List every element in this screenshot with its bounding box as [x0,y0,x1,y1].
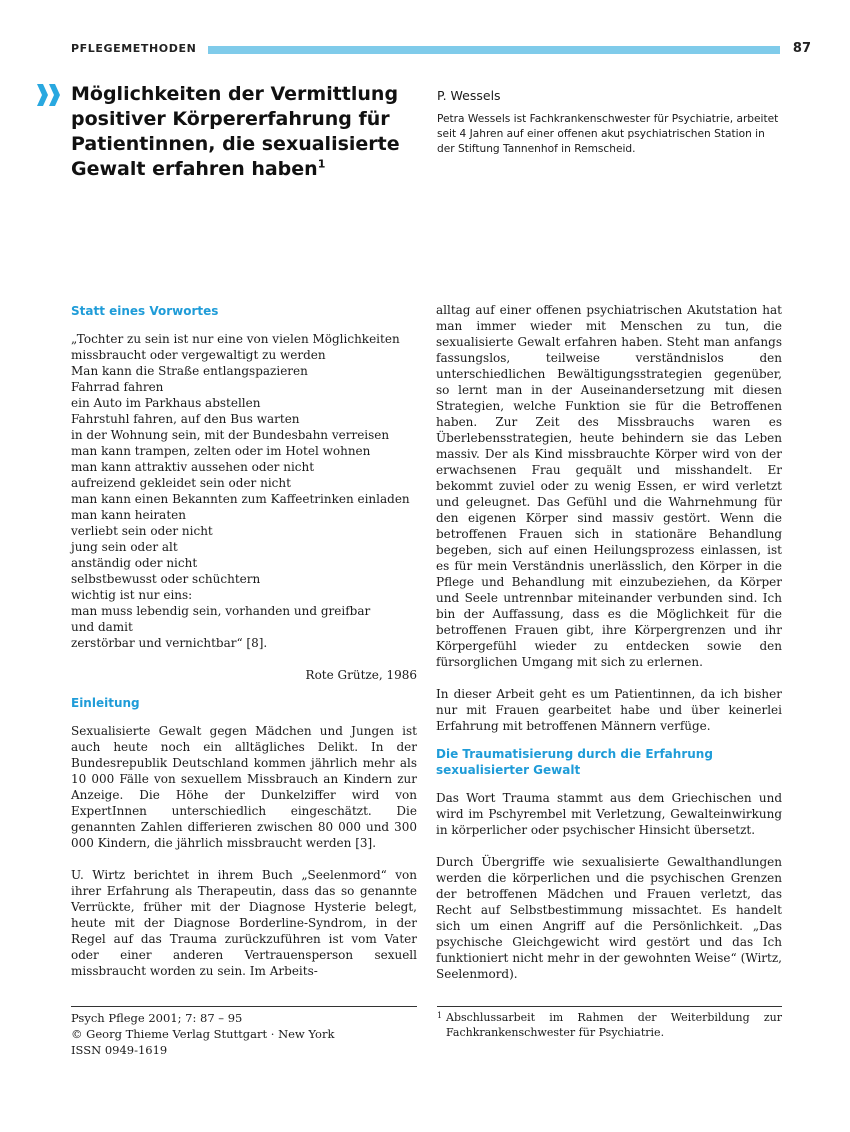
poem-line: Fahrstuhl fahren, auf den Bus warten [71,412,300,426]
footnote [437,1010,782,1040]
poem-line: zerstörbar und vernichtbar“ [8]. [71,636,268,650]
citation-block [71,1010,417,1058]
poem-line: Man kann die Straße entlangspazieren [71,364,308,378]
poem-attribution: Rote Grütze, 1986 [305,668,417,682]
poem-line: ein Auto im Parkhaus abstellen [71,396,261,410]
right-column [436,302,782,982]
poem-line: „Tochter zu sein ist nur eine von vielen Möglichkeiten [71,332,400,346]
poem-line: man kann attraktiv aussehen oder nicht [71,460,315,474]
paragraph: Sexualisierte Gewalt gegen Mädchen und Jungen ist auch heute noch ein alltägliches Delikt. In der Bundesrepublik Deutschland kommen jährlich mehr als 10 000 Fälle von sexuellem Missbrauch an Kindern zur Anzeige. Die Höhe der Dunkelziffer wird von ExpertInnen unterschiedlich eingeschätzt. Die genannten Zahlen differieren zwischen 80 000 und 300 000 Kindern, die jährlich missbraucht werden [3]. [71,724,417,850]
poem-line: man kann trampen, zelten oder im Hotel wohnen [71,444,371,458]
paragraph: Das Wort Trauma stammt aus dem Griechischen und wird im Pschyrembel mit Verletzung, Gewalteinwirkung in körperlicher oder psychischer Hinsicht übersetzt. [436,791,782,837]
author-block [437,88,782,157]
section-label: PFLEGEMETHODEN [71,42,197,55]
poem-line: man kann einen Bekannten zum Kaffeetrinken einladen [71,492,410,506]
footnote-mark: 1 [437,1011,443,1020]
page-number: 87 [792,41,811,56]
article-title [71,82,401,182]
poem-line: man kann heiraten [71,508,186,522]
poem-line: aufreizend gekleidet sein oder nicht [71,476,291,490]
heading-line: sexualisierter Gewalt [436,763,581,777]
paragraph: Durch Übergriffe wie sexualisierte Gewalthandlungen werden die körperlichen und die psychischen Grenzen der betroffenen Mädchen und Frauen verletzt, das Recht auf Selbstbestimmung missachtet. Es handelt sich um einen Angriff auf die Persönlichkeit. „Das psychische Gleichgewicht wird gestört und das Ich funktioniert nicht mehr in der gewohnten Weise“ (Wirtz, Seelenmord). [436,855,782,981]
divider [437,1006,782,1007]
header-bar [208,46,780,54]
title-footnote-mark: 1 [317,157,326,171]
poem-line: anständig oder nicht [71,556,198,570]
heading-line: Die Traumatisierung durch die Erfahrung [436,747,713,761]
poem-line: jung sein oder alt [71,540,178,554]
poem-line: Fahrrad fahren [71,380,164,394]
article-title-text: Möglichkeiten der Vermittlung positiver Körpererfahrung für Patientinnen, die sexualisierte Gewalt erfahren haben [71,83,400,180]
heading-traumatisierung [436,746,782,778]
paragraph: In dieser Arbeit geht es um Patientinnen, da ich bisher nur mit Frauen gearbeitet habe und über keinerlei Erfahrung mit betroffenen Männern verfüge. [436,687,782,733]
footnote-text: Abschlussarbeit im Rahmen der Weiterbildung zur Fachkrankenschwester für Psychiatrie. [446,1011,782,1039]
paragraph: U. Wirtz berichtet in ihrem Buch „Seelenmord“ von ihrer Erfahrung als Therapeutin, dass das so genannte Verrückte, früher mit der Diagnose Hysterie belegt, heute mit der Diagnose Borderline-Syndrom, in der Regel auf das Trauma zurückzuführen ist vom Vater oder einer anderen Vertrauensperson sexuell missbraucht worden zu sein. Im Arbeits- [71,868,417,978]
left-column [71,303,417,979]
heading-vorwort: Statt eines Vorwortes [71,304,219,318]
citation-journal: Psych Pflege 2001; 7: 87 – 95 [71,1011,243,1025]
poem-line: missbraucht oder vergewaltigt zu werden [71,348,326,362]
author-name: P. Wessels [437,88,501,103]
poem-line: selbstbewusst oder schüchtern [71,572,261,586]
poem [71,331,417,651]
poem-line: und damit [71,620,133,634]
poem-line: verliebt sein oder nicht [71,524,213,538]
citation-issn: ISSN 0949-1619 [71,1043,168,1057]
poem-line: wichtig ist nur eins: [71,588,193,602]
poem-line: man muss lebendig sein, vorhanden und greifbar [71,604,371,618]
citation-publisher: © Georg Thieme Verlag Stuttgart · New York [71,1027,335,1041]
running-header [71,42,811,60]
heading-einleitung: Einleitung [71,696,140,710]
double-chevron-icon [37,84,61,106]
author-bio: Petra Wessels ist Fachkrankenschwester für Psychiatrie, arbeitet seit 4 Jahren auf einer offenen akut psychiatrischen Station in der Stiftung Tannenhof in Remscheid. [437,113,779,155]
divider [71,1006,417,1007]
poem-line: in der Wohnung sein, mit der Bundesbahn verreisen [71,428,390,442]
paragraph: alltag auf einer offenen psychiatrischen Akutstation hat man immer wieder mit Menschen zu tun, die sexualisierte Gewalt erfahren haben. Steht man anfangs fassungslos, teilweise verständnislos den unterschiedlichen Bewältigungsstrategien gegenüber, so lernt man in der Auseinandersetzung mit diesen Strategien, welche Funktion sie für die Betroffenen haben. Zur Zeit des Missbrauchs waren es Überlebensstrategien, heute behindern sie das Leben massiv. Der als Kind missbrauchte Körper wird von der erwachsenen Frau gequält und misshandelt. Er bekommt zuviel oder zu wenig Essen, er wird verletzt und geleugnet. Das Gefühl und die Wahrnehmung für den eigenen Körper sind massiv gestört. Wenn die betroffenen Frauen sich in stationäre Behandlung begeben, sich auf einen Heilungsprozess einlassen, ist es für mein Verständnis unerlässlich, den Körper in die Pflege und Behandlung mit einzubeziehen, da Körper und Seele untrennbar miteinander verbunden sind. Ich bin der Auffassung, dass es die Möglichkeit für die betroffenen Frauen gibt, ihre Körpergrenzen und ihr Körpergefühl wieder zu entdecken sowie den fürsorglichen Umgang mit sich zu erlernen. [436,303,782,669]
